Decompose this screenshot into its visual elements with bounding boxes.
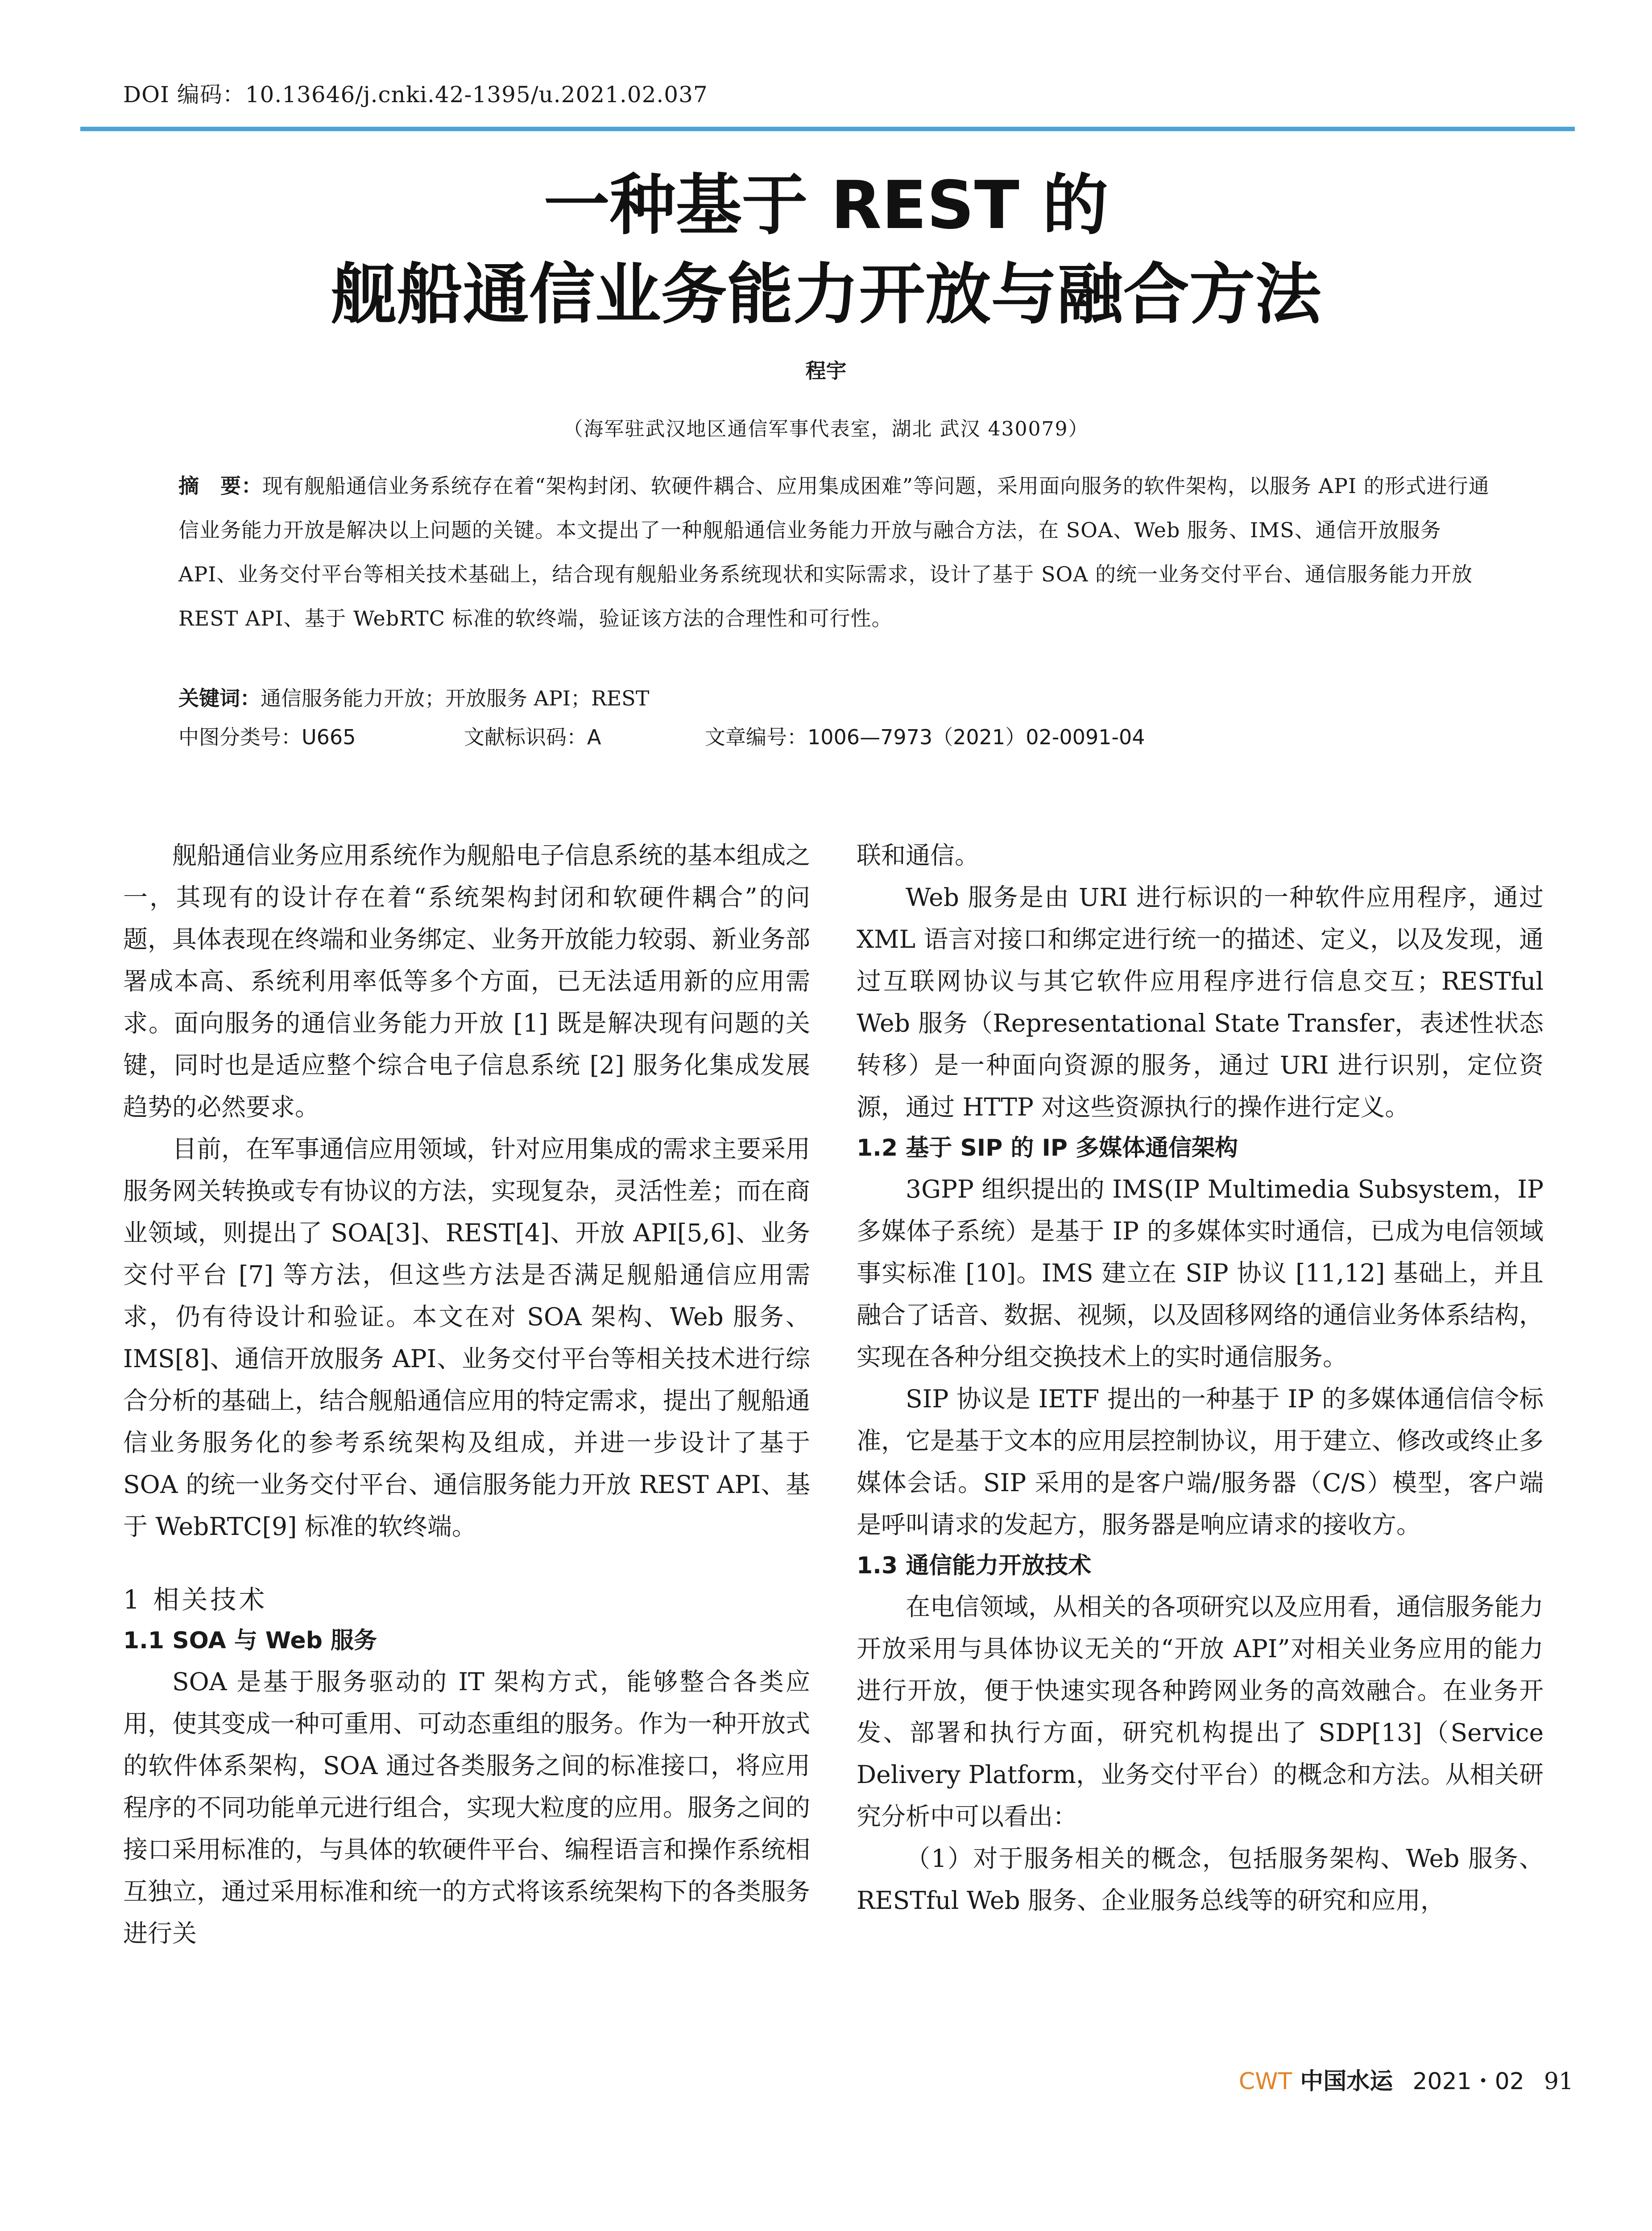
doi-line: DOI 编码：10.13646/j.cnki.42-1395/u.2021.02.037 xyxy=(123,82,708,108)
title-line-1: 一种基于 REST 的 xyxy=(543,167,1109,244)
section-gap xyxy=(123,1547,810,1579)
body-paragraph: （1）对于服务相关的概念，包括服务架构、Web 服务、RESTful Web 服务、企业服务总线等的研究和应用， xyxy=(857,1844,1544,1915)
journal-name: 中国水运 xyxy=(1300,2068,1393,2095)
body-column-right xyxy=(857,834,1544,1921)
body-paragraph: SOA 是基于服务驱动的 IT 架构方式，能够整合各类应用，使其变成一种可重用、可动态重组的服务。作为一种开放式的软件体系架构，SOA 通过各类服务之间的标准接口，将应用程序的不同功能单元进行组合，实现大粒度的应用。服务之间的接口采用标准的，与具体的软硬件平台、编程语言和操作系统相互独立，通过采用标准和统一的方式将该系统架构下的各类服务进行关 xyxy=(123,1667,811,1948)
body-paragraph: 联和通信。 xyxy=(857,841,980,870)
body-paragraph: SIP 协议是 IETF 提出的一种基于 IP 的多媒体通信信令标准，它是基于文本的应用层控制协议，用于建立、修改或终止多媒体会话。SIP 采用的是客户端/服务器（C/S）模型，客户端是呼叫请求的发起方，服务器是响应请求的接收方。 xyxy=(857,1385,1544,1539)
keywords-label: 关键词： xyxy=(178,686,261,710)
section-heading: 1 相关技术 xyxy=(123,1584,268,1615)
journal-brand: CWT xyxy=(1238,2068,1292,2095)
abstract-text: 现有舰船通信业务系统存在着“架构封闭、软硬件耦合、应用集成困难”等问题，采用面向服务的软件架构，以服务 API 的形式进行通信业务能力开放是解决以上问题的关键。本文提出了一种舰船通信业务能力开放与融合方法，在 SOA、Web 服务、IMS、通信开放服务 API、业务交付平台等相关技术基础上，结合现有舰船业务系统现状和实际需求，设计了基于 SOA 的统一业务交付平台、通信服务能力开放 REST API、基于 WebRTC 标准的软终端，验证该方法的合理性和可行性。 xyxy=(178,474,1490,630)
body-paragraph: Web 服务是由 URI 进行标识的一种软件应用程序，通过 XML 语言对接口和绑定进行统一的描述、定义，以及发现，通过互联网协议与其它软件应用程序进行信息交互；RESTful Web 服务（Representational State Transfer，表述性状态转移）是一种面向资源的服务，通过 URI 进行识别，定位资源，通过 HTTP 对这些资源执行的操作进行定义。 xyxy=(857,883,1544,1121)
subsection-heading: 1.2 基于 SIP 的 IP 多媒体通信架构 xyxy=(857,1135,1238,1161)
header-divider xyxy=(80,127,1575,131)
body-paragraph: 3GPP 组织提出的 IMS(IP Multimedia Subsystem，IP 多媒体子系统）是基于 IP 的多媒体实时通信，已成为电信领域事实标准 [10]。IMS 建立在 SIP 协议 [11,12] 基础上，并且融合了话音、数据、视频，以及固移网络的通信业务体系结构，实现在各种分组交换技术上的实时通信服务。 xyxy=(857,1175,1544,1371)
subsection-heading: 1.1 SOA 与 Web 服务 xyxy=(123,1627,377,1654)
body-paragraph: 舰船通信业务应用系统作为舰船电子信息系统的基本组成之一，其现有的设计存在着“系统架构封闭和软硬件耦合”的问题，具体表现在终端和业务绑定、业务开放能力较弱、新业务部署成本高、系统利用率低等多个方面，已无法适用新的应用需求。面向服务的通信业务能力开放 [1] 既是解决现有问题的关键，同时也是适应整个综合电子信息系统 [2] 服务化集成发展趋势的必然要求。 xyxy=(123,841,811,1121)
abstract-label: 摘 要： xyxy=(178,474,262,498)
paper-title xyxy=(0,161,1652,339)
affiliation: （海军驻武汉地区通信军事代表室，湖北 武汉 430079） xyxy=(563,418,1089,440)
classification-row xyxy=(178,719,1499,755)
abstract xyxy=(178,464,1499,641)
issue-number: 2021・02 xyxy=(1412,2068,1524,2095)
body-paragraph: 在电信领域，从相关的各项研究以及应用看，通信服务能力开放采用与具体协议无关的“开放 API”对相关业务应用的能力进行开放，便于快速实现各种跨网业务的高效融合。在业务开发、部署和执行方面，研究机构提出了 SDP[13]（Service Delivery Platform，业务交付平台）的概念和方法。从相关研究分析中可以看出： xyxy=(857,1592,1544,1831)
page-footer xyxy=(1239,2062,1573,2096)
body-paragraph: 目前，在军事通信应用领域，针对应用集成的需求主要采用服务网关转换或专有协议的方法，实现复杂，灵活性差；而在商业领域，则提出了 SOA[3]、REST[4]、开放 API[5,6]、业务交付平台 [7] 等方法，但这些方法是否满足舰船通信应用需求，仍有待设计和验证。本文在对 SOA 架构、Web 服务、IMS[8]、通信开放服务 API、业务交付平台等相关技术进行综合分析的基础上，结合舰船通信应用的特定需求，提出了舰船通信业务服务化的参考系统架构及组成，并进一步设计了基于 SOA 的统一业务交付平台、通信服务能力开放 REST API、基于 WebRTC[9] 标准的软终端。 xyxy=(123,1135,811,1541)
document-code: 文献标识码：A xyxy=(464,725,601,749)
body-column-left xyxy=(123,834,810,1954)
clc-number: 中图分类号：U665 xyxy=(178,725,356,749)
author: 程宇 xyxy=(805,359,847,383)
keywords-text: 通信服务能力开放；开放服务 API；REST xyxy=(261,686,650,710)
keywords xyxy=(178,680,1499,716)
title-line-2: 舰船通信业务能力开放与融合方法 xyxy=(331,256,1321,333)
subsection-heading: 1.3 通信能力开放技术 xyxy=(857,1552,1092,1579)
page-number: 91 xyxy=(1544,2068,1573,2095)
article-number: 文章编号：1006—7973（2021）02-0091-04 xyxy=(705,725,1145,749)
